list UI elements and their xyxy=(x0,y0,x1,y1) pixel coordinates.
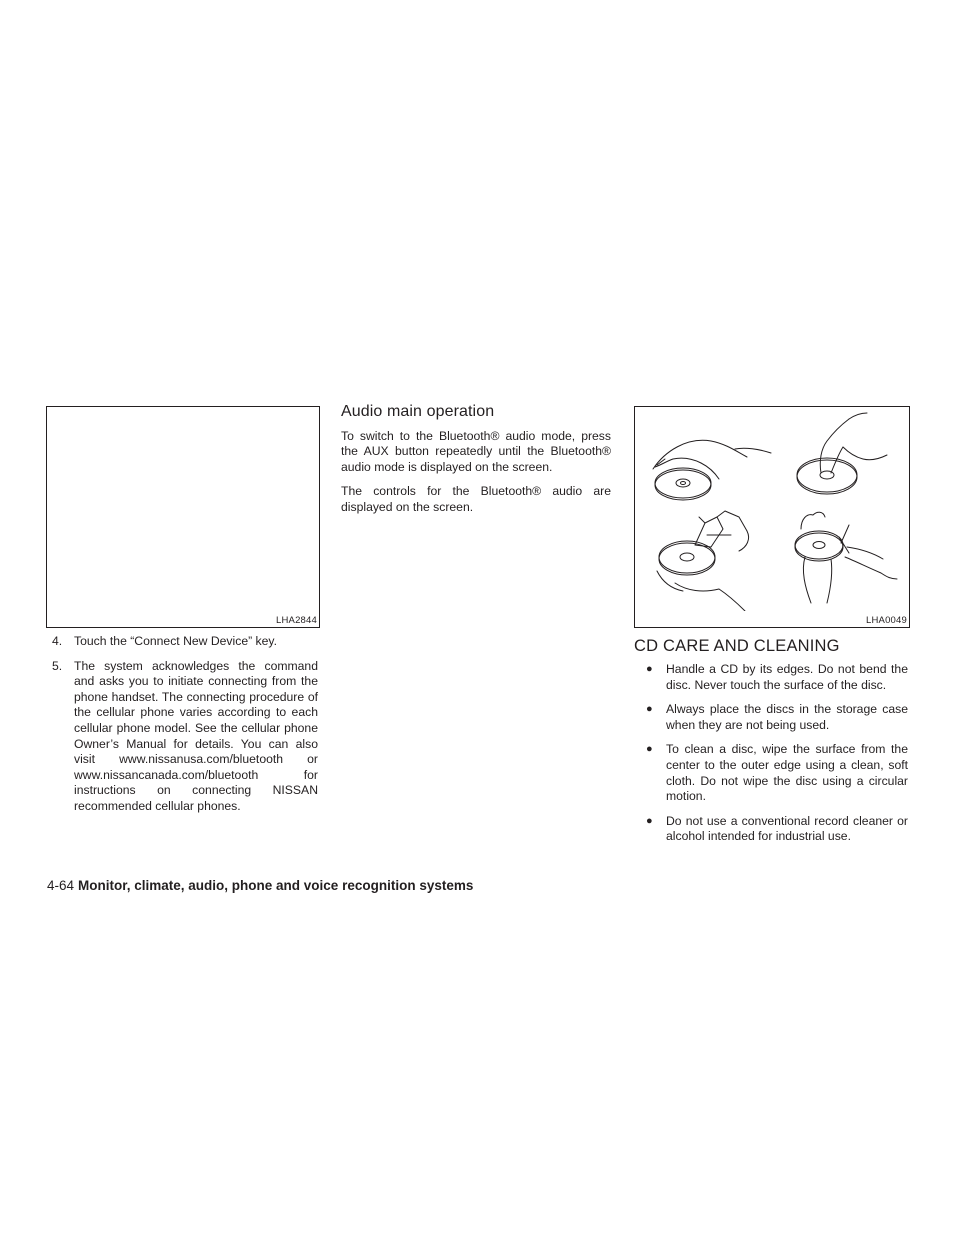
paragraph: The controls for the Bluetooth® audio are displayed on the screen. xyxy=(341,484,611,514)
list-item xyxy=(52,659,318,815)
list-text: Touch the “Connect New Device” key. xyxy=(74,634,277,648)
bullet-icon: ● xyxy=(646,743,653,756)
cd-care-list xyxy=(646,662,908,854)
bullet-icon: ● xyxy=(646,703,653,716)
cd-handling-illustration xyxy=(635,407,909,611)
figure-right-cd-handling xyxy=(634,406,910,628)
list-number: 5. xyxy=(52,658,63,673)
left-column-text xyxy=(52,634,318,824)
figure-code: LHA0049 xyxy=(865,615,907,626)
list-item xyxy=(646,702,908,733)
page-number: 4-64 xyxy=(47,878,75,893)
list-text: To clean a disc, wipe the surface from the center to the outer edge using a clean, soft cloth. Do not wipe the disc using a circular motion. xyxy=(666,742,908,804)
bullet-icon: ● xyxy=(646,814,653,827)
disc-center-hold-drawing xyxy=(797,413,887,494)
list-text: The system acknowledges the command and asks you to initiate connecting from the phone handset. The connecting procedure of the cellular phone varies according to each cellular phone model. See the cellular phone Owner’s Manual for details. You can also visit www.nissanusa.com/bluetooth or www.nissancanada.com/bluetooth for instructions on connecting NISSAN recommended cellular phones. xyxy=(74,658,318,813)
figure-code: LHA2844 xyxy=(275,615,317,626)
list-number: 4. xyxy=(52,634,63,648)
list-item xyxy=(52,634,318,650)
subsection-heading: Audio main operation xyxy=(341,403,495,420)
paragraph: To switch to the Bluetooth® audio mode, press the AUX button repeatedly until the Bluetooth® audio mode is displayed on the screen. xyxy=(341,428,611,474)
page-footer xyxy=(47,878,473,893)
disc-edge-hold-drawing xyxy=(653,440,771,500)
list-text: Handle a CD by its edges. Do not bend the disc. Never touch the surface of the disc. xyxy=(666,662,908,692)
list-item xyxy=(646,814,908,845)
list-item xyxy=(646,742,908,804)
list-text: Do not use a conventional record cleaner or alcohol intended for industrial use. xyxy=(666,813,908,844)
disc-radial-wipe-drawing xyxy=(795,512,897,603)
figure-left xyxy=(46,406,320,628)
chapter-title: Monitor, climate, audio, phone and voice recognition systems xyxy=(78,878,474,893)
bullet-icon: ● xyxy=(646,663,653,675)
middle-column xyxy=(341,404,611,525)
list-item xyxy=(646,662,908,693)
disc-wiping-drawing xyxy=(657,511,749,611)
section-heading: CD CARE AND CLEANING xyxy=(634,637,840,655)
list-text: Always place the discs in the storage case when they are not being used. xyxy=(666,702,908,732)
